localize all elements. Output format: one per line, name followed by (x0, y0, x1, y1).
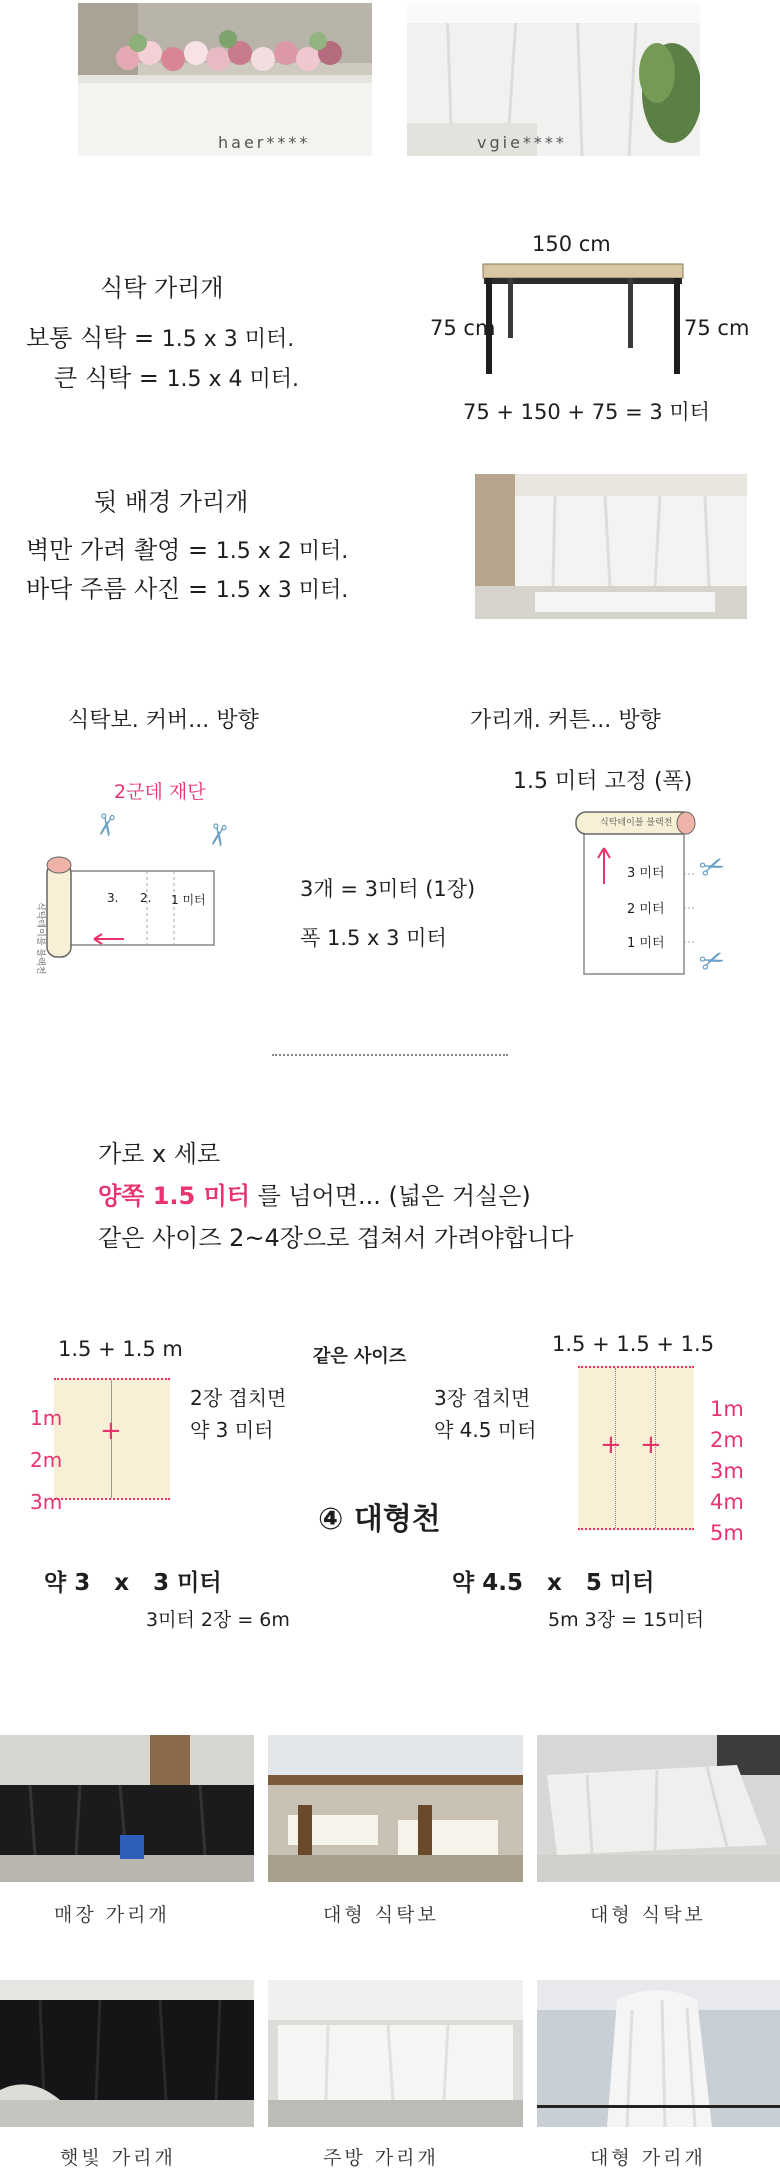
table-formula: 75 + 150 + 75 = 3 미터 (463, 400, 710, 424)
table-width-label: 150 cm (532, 232, 611, 256)
large-table-label: 큰 식탁 = (54, 364, 159, 392)
left-scale-2m: 2m (30, 1448, 63, 1472)
three-sheet-sum: 1.5 + 1.5 + 1.5 (552, 1332, 715, 1356)
store-curtain-illustration (0, 1735, 254, 1882)
large-fabric-heading: ④ 대형천 (318, 1502, 441, 1537)
right-scale-3m: 3m (710, 1459, 744, 1483)
floor-wrinkle-value: 1.5 x 3 미터. (215, 578, 349, 603)
roll-label-text: 식탁테이블 블랙천 (35, 902, 45, 975)
gallery-photo-store-curtain (0, 1735, 254, 1882)
wall-only-line (26, 530, 348, 565)
scissors-icon: ✂ (197, 819, 237, 851)
three-by-three-calc: 3미터 2장 = 6m (146, 1609, 290, 1631)
left-scale-1m: 1m (30, 1406, 63, 1430)
four-half-by-five-size: 약 4.5 x 5 미터 (452, 1570, 655, 1596)
gallery-photo-sunshade-curtain (0, 1980, 254, 2127)
two-sheet-sum: 1.5 + 1.5 m (58, 1337, 183, 1361)
normal-table-line (26, 318, 294, 353)
three-sheets-overlap: 3장 겹치면 (434, 1386, 531, 1410)
roll-mark-1: 1 미터 (171, 893, 206, 907)
right-scale-5m: 5m (710, 1521, 744, 1545)
plus-mark: + (100, 1416, 122, 1446)
kitchen-curtain-illustration (268, 1980, 523, 2127)
right-scale-2m: 2m (710, 1428, 744, 1452)
three-sheet-swatch (578, 1366, 694, 1530)
top-photo-caption: vgie**** (477, 133, 567, 152)
two-sheets-overlap: 2장 겹치면 (190, 1386, 287, 1410)
three-sheets-approx: 약 4.5 미터 (434, 1418, 537, 1442)
top-photo-curtain (407, 3, 700, 156)
large-table-value: 1.5 x 4 미터. (166, 367, 300, 392)
three-pieces-line: 3개 = 3미터 (1장) (300, 877, 476, 901)
gallery-photo-large-tablecloth-1 (268, 1735, 523, 1882)
overlap-instruction-line: 같은 사이즈 2~4장으로 겹쳐서 가려야합니다 (98, 1224, 574, 1252)
vertical-fabric-roll-diagram (572, 808, 702, 978)
backdrop-photo (475, 474, 747, 619)
three-by-three-size: 약 3 x 3 미터 (44, 1570, 222, 1596)
exceed-width-rest: 를 넘어면... (넓은 거실은) (249, 1182, 531, 1210)
normal-table-label: 보통 식탁 = (26, 324, 155, 352)
both-sides-highlight: 양쪽 1.5 미터 (98, 1182, 250, 1210)
vert-mark-2: 2 미터 (627, 902, 665, 917)
vert-mark-3: 3 미터 (627, 866, 665, 881)
gallery-caption: 매장 가리개 (54, 1904, 170, 1926)
table-cover-title: 식탁 가리개 (100, 274, 224, 302)
vert-mark-1: 1 미터 (627, 936, 665, 951)
top-photo-flowers (78, 3, 372, 156)
sunshade-curtain-illustration (0, 1980, 254, 2127)
cut-two-places-label: 2군데 재단 (114, 781, 206, 803)
horizontal-fabric-roll-diagram (44, 855, 224, 965)
table-height-left-label: 75 cm (430, 316, 496, 340)
scissors-icon: ✂ (694, 846, 731, 889)
scissors-icon: ✂ (694, 940, 731, 983)
backdrop-curtain-illustration (475, 474, 747, 619)
wall-only-label: 벽만 가려 촬영 = (26, 536, 209, 564)
table-diagram (478, 262, 688, 377)
width-by-height-line: 가로 x 세로 (98, 1140, 221, 1168)
backdrop-title: 뒷 배경 가리개 (94, 488, 249, 516)
right-scale-4m: 4m (710, 1490, 744, 1514)
two-sheet-swatch (54, 1378, 170, 1500)
gallery-photo-large-tablecloth-2 (537, 1735, 780, 1882)
wall-only-value: 1.5 x 2 미터. (215, 539, 349, 564)
vertical-roll-label-text: 식탁테이블 블랙천 (600, 818, 673, 828)
four-half-by-five-calc: 5m 3장 = 15미터 (548, 1609, 704, 1631)
large-table-line (54, 358, 299, 393)
floor-wrinkle-label: 바닥 주름 사진 = (26, 575, 209, 603)
gallery-caption: 주방 가리개 (323, 2147, 439, 2169)
left-scale-3m: 3m (30, 1490, 63, 1514)
roll-mark-2: 2. (140, 891, 152, 905)
tablecloth-direction-title: 식탁보. 커버... 방향 (68, 708, 259, 733)
right-scale-1m: 1m (710, 1397, 744, 1421)
two-sheets-approx: 약 3 미터 (190, 1418, 274, 1442)
roll-mark-3: 3. (107, 891, 119, 905)
scissors-icon: ✂ (85, 809, 125, 841)
dotted-divider (272, 1054, 508, 1056)
gallery-photo-large-curtain (537, 1980, 780, 2127)
exceed-width-line (98, 1176, 531, 1211)
gallery-caption: 대형 가리개 (590, 2147, 706, 2169)
floor-wrinkle-line (26, 569, 348, 604)
table-height-right-label: 75 cm (684, 316, 750, 340)
top-photo-caption: haer**** (218, 133, 311, 152)
restaurant-tables-illustration (268, 1735, 523, 1882)
gallery-caption: 대형 식탁보 (323, 1904, 439, 1926)
gallery-caption: 대형 식탁보 (590, 1904, 706, 1926)
gallery-photo-kitchen-curtain (268, 1980, 523, 2127)
plus-mark: + (640, 1430, 662, 1460)
same-size-title: 같은 사이즈 (313, 1346, 407, 1367)
curtain-direction-title: 가리개. 커튼... 방향 (470, 708, 661, 733)
width-by-length-line: 폭 1.5 x 3 미터 (300, 926, 447, 950)
draped-structure-illustration (537, 1980, 780, 2127)
gallery-caption: 햇빛 가리개 (60, 2147, 176, 2169)
fixed-width-label: 1.5 미터 고정 (폭) (513, 769, 693, 794)
normal-table-value: 1.5 x 3 미터. (161, 327, 295, 352)
plus-mark: + (600, 1430, 622, 1460)
covered-table-illustration (537, 1735, 780, 1882)
